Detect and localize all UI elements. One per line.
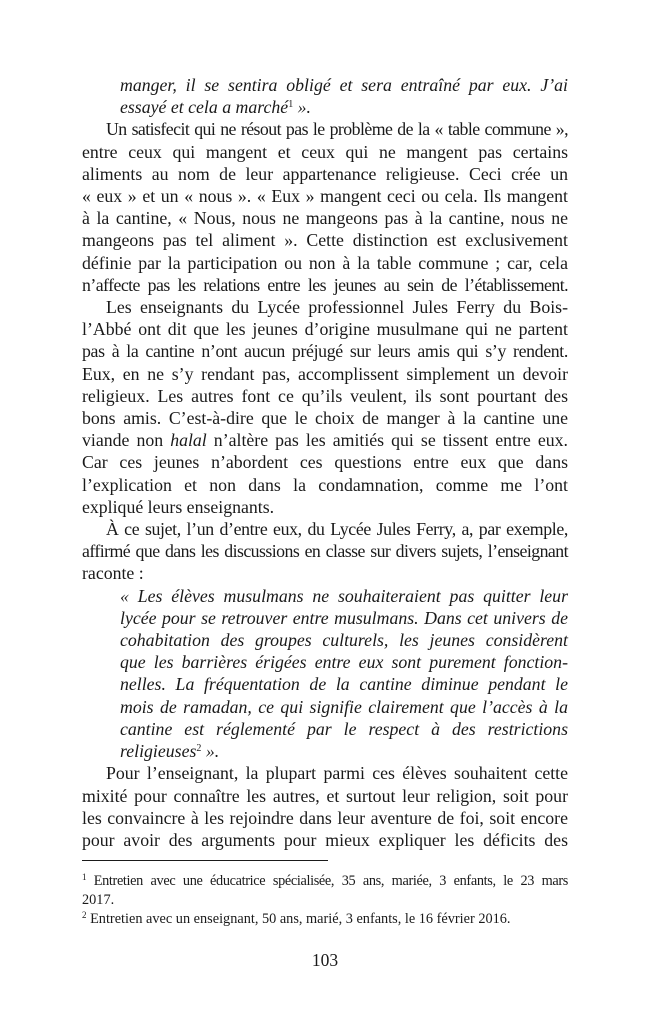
text-line: pour avoir des arguments pour mieux expliquer les déficits des (82, 829, 568, 850)
text-line: définie par la participation ou non à la table commune ; car, cela (82, 252, 568, 273)
paragraph-table-commune (82, 118, 568, 296)
paragraph-lycee (82, 518, 568, 585)
paragraph-enseignants (82, 296, 568, 518)
footnote-ref: 1 (288, 99, 294, 111)
text-line: à la cantine, « Nous, nous ne mangeons pas à la cantine, nous ne (82, 208, 568, 229)
text-line: « eux » et un « nous ». « Eux » mangent ceci ou cela. Ils mangent (82, 186, 568, 207)
text-line: Pour l’enseignant, la plupart parmi ces élèves souhaitent cette (106, 763, 568, 784)
text-line: viande non halal n’altère pas les amitiés qui se tissent entre eux. (82, 430, 568, 451)
text-line: mangeons pas tel aliment ». Cette distinction est exclusivement (82, 230, 568, 251)
text-line: expliqué leurs enseignants. (82, 496, 275, 517)
text-line: religieuses$^2$ ». (120, 741, 220, 762)
text-line: cantine est réglementé par le respect à des restrictions (120, 718, 568, 739)
text-line: Un satisfecit qui ne résout pas le problème de la « table commune », (106, 119, 568, 140)
text-line: religieux. Les autres font ce qu’ils veulent, ils sont pourtant des (82, 385, 568, 406)
paragraph-mixite (82, 762, 568, 851)
footnote-number: 1 (82, 872, 87, 882)
footnote-divider (82, 860, 328, 861)
text-line: aliments au nom de leur appartenance religieuse. Ceci crée un (82, 163, 568, 184)
text-line: « Les élèves musulmans ne souhaiteraient pas quitter leur (120, 585, 568, 606)
text-line: nelles. La fréquentation de la cantine diminue pendant le (120, 674, 568, 695)
text-line: Eux, en ne s’y rendant pas, accomplissent simplement un devoir (82, 363, 568, 384)
text-line: Car ces jeunes n’abordent ces questions entre eux que dans (82, 452, 568, 473)
text-line: manger, il se sentira obligé et sera entraîné par eux. J’ai (120, 75, 568, 95)
text-line: Les enseignants du Lycée professionnel Jules Ferry du Bois- (106, 297, 568, 318)
footnote-2: $^2$ Entretien avec un enseignant, 50 ans, marié, 3 enfants, le 16 février 2016. (82, 910, 511, 927)
text-line: que les barrières érigées entre eux sont purement fonction- (120, 652, 568, 673)
text-line: les convaincre à les rejoindre dans leur aventure de foi, soit encore (82, 807, 568, 828)
text-line: affirmé que dans les discussions en classe sur divers sujets, l’enseignant (82, 541, 568, 562)
footnote-1: $^1$ Entretien avec une éducatrice spécialisée, 35 ans, mariée, 3 enfants, le 23 mars 2017. (82, 872, 568, 908)
text-line: entre ceux qui mangent et ceux qui ne mangent pas certains (82, 141, 568, 162)
quote-continuation (120, 74, 568, 118)
text-line: essayé et cela a marché$^1$ ». (120, 97, 311, 118)
text-line: cohabitation des groupes culturels, les jeunes considèrent (120, 630, 568, 651)
text-line: raconte : (82, 563, 144, 584)
quote-enseignant (120, 585, 568, 763)
page-number: 103 (311, 950, 339, 970)
footnote-number: 2 (82, 910, 87, 920)
text-line: bons amis. C’est-à-dire que le choix de manger à la cantine une (82, 408, 568, 429)
page-body (82, 74, 568, 851)
text-line: n’affecte pas les relations entre les jeunes au sein de l’établissement. (82, 274, 568, 295)
text-line: pas à la cantine n’ont aucun préjugé sur leurs amis qui s’y rendent. (82, 341, 568, 362)
footnotes (82, 872, 568, 929)
text-line: lycée pour se retrouver entre musulmans. Dans cet univers de (120, 607, 568, 628)
text-line: l’explication et non dans la condamnation, comme me l’ont (82, 474, 568, 495)
text-line: À ce sujet, l’un d’entre eux, du Lycée Jules Ferry, a, par exemple, (106, 519, 568, 540)
text-line: l’Abbé ont dit que les jeunes d’origine musulmane qui ne partent (82, 319, 568, 340)
text-line: mixité pour connaître les autres, et surtout leur religion, soit pour (82, 785, 568, 806)
text-line: mois de ramadan, ce qui signifie clairement que l’accès à la (120, 696, 568, 717)
italic-word: halal (170, 430, 207, 451)
footnote-ref: 2 (196, 743, 202, 755)
